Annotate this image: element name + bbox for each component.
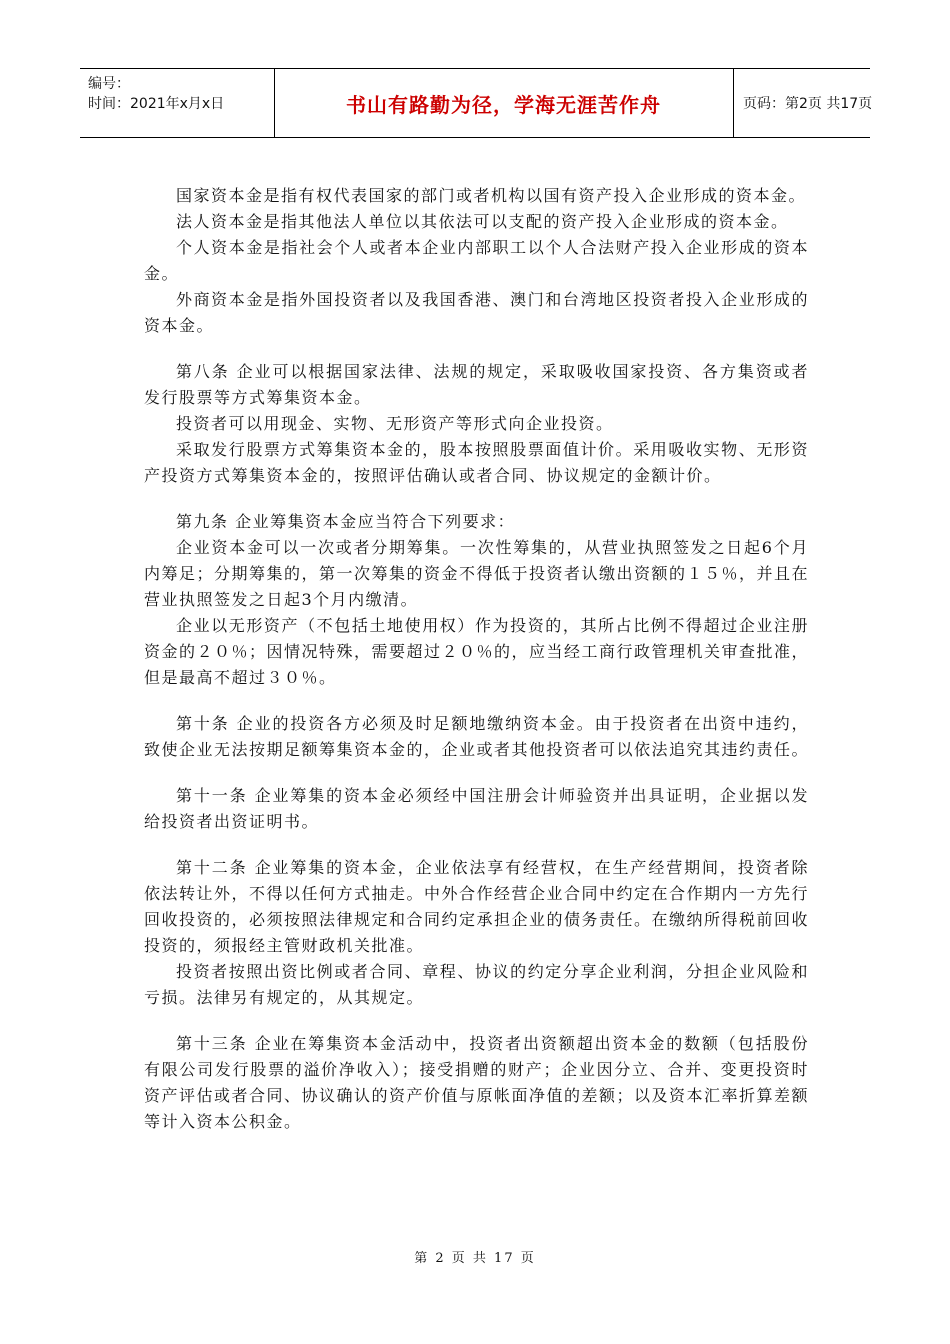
paragraph: 企业以无形资产（不包括土地使用权）作为投资的，其所占比例不得超过企业注册资金的２０％；因情况特殊，需要超过２０％的，应当经工商行政管理机关审查批准，但是最高不超过３０％。 [144,616,810,687]
document-time-label: 时间：2021年x月x日 [88,96,225,112]
document-body [144,183,809,1135]
paragraph: 外商资本金是指外国投资者以及我国香港、澳门和台湾地区投资者投入企业形成的资本金。 [144,290,809,335]
article-13: 第十三条 企业在筹集资本金活动中，投资者出资额超出资本金的数额（包括股份有限公司发行股票的溢价净收入）；接受捐赠的财产；企业因分立、合并、变更投资时资产评估或者合同、协议确认的资产价值与原帐面净值的差额；以及资本汇率折算差额等计入资本公积金。 [144,1034,810,1131]
article-9: 第九条 企业筹集资本金应当符合下列要求： [176,512,516,531]
header-motto-cell [274,69,734,137]
header-page-cell [733,69,873,137]
header-meta-cell [80,69,275,137]
paragraph: 企业资本金可以一次或者分期筹集。一次性筹集的，从营业执照签发之日起6个月内筹足；分期筹集的，第一次筹集的资金不得低于投资者认缴出资额的１５％，并且在营业执照签发之日起3个月内缴清。 [144,538,810,609]
article-8: 第八条 企业可以根据国家法律、法规的规定，采取吸收国家投资、各方集资或者发行股票等方式筹集资本金。 [144,362,809,407]
document-number-label: 编号： [88,76,130,92]
article-12: 第十二条 企业筹集的资本金，企业依法享有经营权，在生产经营期间，投资者除依法转让外，不得以任何方式抽走。中外合作经营企业合同中约定在合作期内一方先行回收投资的，必须按照法律规定和合同约定承担企业的债务责任。在缴纳所得税前回收投资的，须报经主管财政机关批准。 [144,858,810,955]
paragraph: 法人资本金是指其他法人单位以其依法可以支配的资产投入企业形成的资本金。 [176,212,789,231]
paragraph: 个人资本金是指社会个人或者本企业内部职工以个人合法财产投入企业形成的资本金。 [144,238,809,283]
article-11: 第十一条 企业筹集的资本金必须经中国注册会计师验资并出具证明，企业据以发给投资者出资证明书。 [144,786,809,831]
page-footer: 第 2 页 共 17 页 [414,1251,536,1266]
article-10: 第十条 企业的投资各方必须及时足额地缴纳资本金。由于投资者在出资中违约，致使企业无法按期足额筹集资本金的，企业或者其他投资者可以依法追究其违约责任。 [144,714,810,759]
document-header [80,68,873,138]
header-page-code: 页码：第2页 共17页 [743,96,873,112]
paragraph: 国家资本金是指有权代表国家的部门或者机构以国有资产投入企业形成的资本金。 [176,186,807,205]
paragraph: 采取发行股票方式筹集资本金的，股本按照股票面值计价。采用吸收实物、无形资产投资方式筹集资本金的，按照评估确认或者合同、协议规定的金额计价。 [144,440,809,485]
paragraph: 投资者可以用现金、实物、无形资产等形式向企业投资。 [176,414,614,433]
header-motto: 书山有路勤为径，学海无涯苦作舟 [346,92,661,117]
paragraph: 投资者按照出资比例或者合同、章程、协议的约定分享企业利润，分担企业风险和亏损。法律另有规定的，从其规定。 [144,962,809,1007]
